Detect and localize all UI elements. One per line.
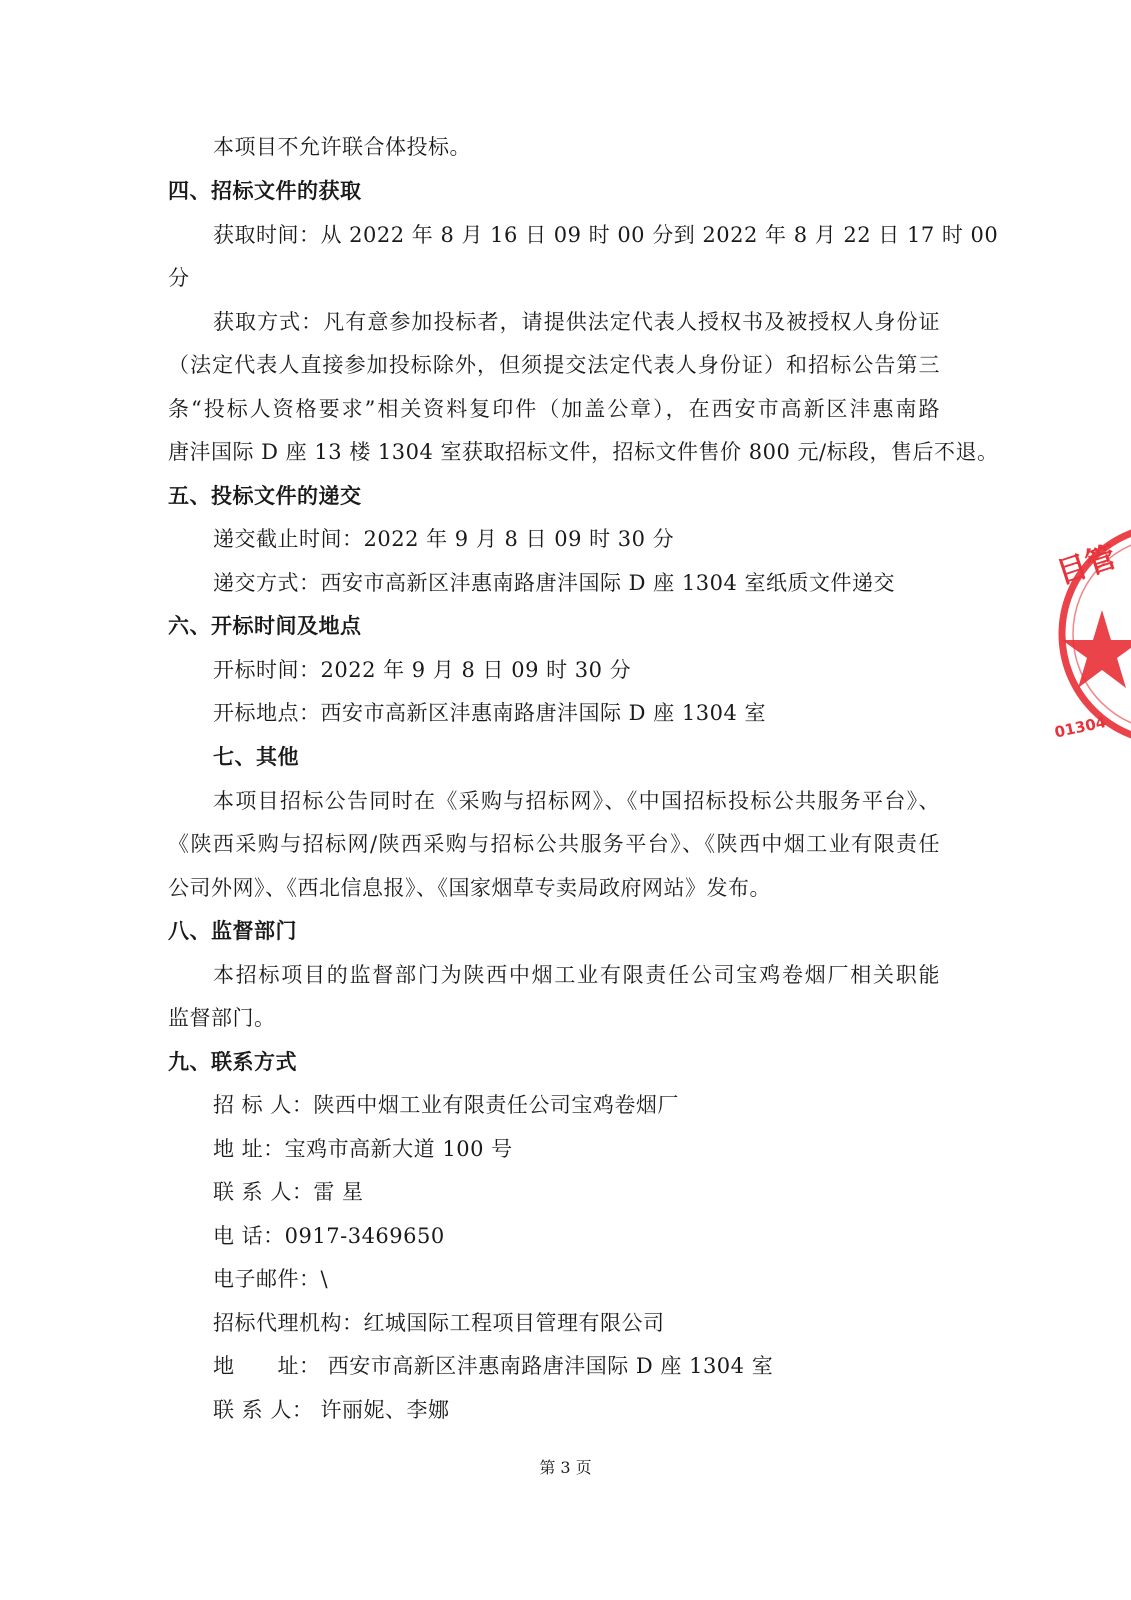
contact-phone: 电 话：0917-3469650 — [213, 1224, 445, 1248]
official-seal-stamp — [1052, 522, 1131, 752]
seal-graphic — [1052, 522, 1131, 752]
section-heading-4: 四、招标文件的获取 — [168, 179, 362, 203]
paragraph-submission-deadline: 递交截止时间：2022 年 9 月 8 日 09 时 30 分 — [213, 527, 675, 551]
paragraph-acquire-time: 获取时间：从 2022 年 8 月 16 日 09 时 00 分到 2022 年 8 月 22 日 17 时 00 — [213, 223, 999, 247]
paragraph-no-consortium: 本项目不允许联合体投标。 — [213, 135, 471, 159]
paragraph-acquire-method-cont-2: 条“投标人资格要求”相关资料复印件（加盖公章），在西安市高新区沣惠南路 — [168, 397, 940, 421]
paragraph-acquire-method-cont-3: 唐沣国际 D 座 13 楼 1304 室获取招标文件，招标文件售价 800 元/标段，售后不退。 — [168, 440, 999, 464]
paragraph-opening-location: 开标地点：西安市高新区沣惠南路唐沣国际 D 座 1304 室 — [213, 701, 766, 725]
contact-address: 地 址：宝鸡市高新大道 100 号 — [213, 1137, 513, 1161]
section-heading-5: 五、投标文件的递交 — [168, 484, 362, 508]
contact-person: 联 系 人：雷 星 — [213, 1180, 364, 1204]
contact-email: 电子邮件：\ — [213, 1267, 329, 1291]
seal-text-top: 目管 — [1052, 539, 1121, 592]
contact-agency: 招标代理机构：红城国际工程项目管理有限公司 — [213, 1311, 665, 1335]
paragraph-acquire-method-cont-1: （法定代表人直接参加投标除外，但须提交法定代表人身份证）和招标公告第三 — [168, 353, 940, 377]
paragraph-publication-cont-1: 《陕西采购与招标网/陕西采购与招标公共服务平台》、《陕西中烟工业有限责任 — [168, 832, 940, 856]
paragraph-opening-time: 开标时间：2022 年 9 月 8 日 09 时 30 分 — [213, 658, 632, 682]
paragraph-publication: 本项目招标公告同时在《采购与招标网》、《中国招标投标公共服务平台》、 — [213, 789, 940, 813]
contact-tenderer: 招 标 人：陕西中烟工业有限责任公司宝鸡卷烟厂 — [213, 1093, 679, 1117]
paragraph-supervision-cont: 监督部门。 — [168, 1006, 276, 1030]
paragraph-submission-method: 递交方式：西安市高新区沣惠南路唐沣国际 D 座 1304 室纸质文件递交 — [213, 571, 895, 595]
section-heading-7: 七、其他 — [213, 745, 299, 769]
paragraph-acquire-time-cont: 分 — [168, 266, 190, 290]
seal-text-bottom: 01304 — [1052, 713, 1108, 742]
section-heading-8: 八、监督部门 — [168, 919, 297, 943]
section-heading-9: 九、联系方式 — [168, 1050, 297, 1074]
paragraph-supervision: 本招标项目的监督部门为陕西中烟工业有限责任公司宝鸡卷烟厂相关职能 — [213, 963, 940, 987]
section-heading-6: 六、开标时间及地点 — [168, 614, 362, 638]
paragraph-publication-cont-2: 公司外网》、《西北信息报》、《国家烟草专卖局政府网站》发布。 — [168, 876, 771, 900]
page-number: 第 3 页 — [539, 1458, 592, 1477]
contact-agency-person: 联 系 人： 许丽妮、李娜 — [213, 1398, 450, 1422]
contact-agency-address: 地 址： 西安市高新区沣惠南路唐沣国际 D 座 1304 室 — [213, 1354, 774, 1378]
paragraph-acquire-method: 获取方式：凡有意参加投标者，请提供法定代表人授权书及被授权人身份证 — [213, 310, 940, 334]
